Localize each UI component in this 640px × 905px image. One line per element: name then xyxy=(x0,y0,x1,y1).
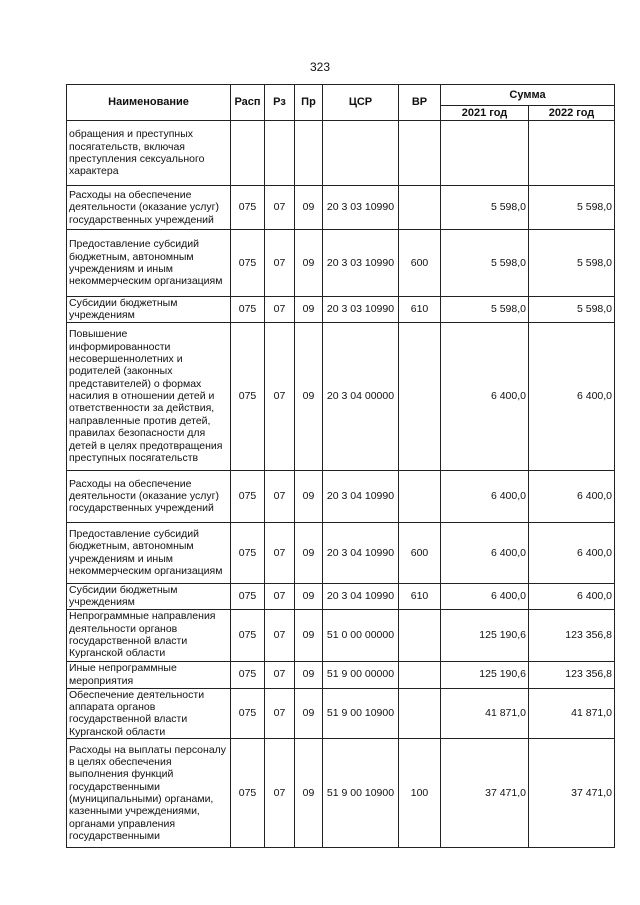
csr-cell: 51 9 00 10900 xyxy=(323,688,399,739)
table-row xyxy=(67,739,615,848)
rz-cell: 07 xyxy=(265,522,295,583)
header-vr: ВР xyxy=(399,85,441,121)
pr-cell: 09 xyxy=(295,230,323,297)
rasp-cell: 075 xyxy=(231,322,265,470)
pr-cell: 09 xyxy=(295,470,323,522)
amount-2022-cell: 123 356,8 xyxy=(529,609,615,661)
csr-cell: 51 9 00 10900 xyxy=(323,739,399,848)
table-row xyxy=(67,609,615,661)
amount-2022-cell: 37 471,0 xyxy=(529,739,615,848)
vr-cell xyxy=(399,322,441,470)
rz-cell: 07 xyxy=(265,688,295,739)
header-rz: Рз xyxy=(265,85,295,121)
vr-cell: 600 xyxy=(399,522,441,583)
pr-cell: 09 xyxy=(295,609,323,661)
row-name-cell: Расходы на обеспечение деятельности (оказание услуг) государственных учреждений xyxy=(67,186,231,230)
amount-2022-cell: 41 871,0 xyxy=(529,688,615,739)
csr-cell: 20 3 04 10990 xyxy=(323,583,399,609)
vr-cell: 610 xyxy=(399,297,441,323)
csr-cell xyxy=(323,121,399,186)
amount-2021-cell: 125 190,6 xyxy=(441,661,529,688)
rz-cell: 07 xyxy=(265,661,295,688)
pr-cell: 09 xyxy=(295,297,323,323)
amount-2021-cell: 5 598,0 xyxy=(441,186,529,230)
csr-cell: 51 9 00 00000 xyxy=(323,661,399,688)
amount-2021-cell: 37 471,0 xyxy=(441,739,529,848)
row-name-cell: Предоставление субсидий бюджетным, автономным учреждениям и иным некоммерческим организациям xyxy=(67,522,231,583)
header-2021: 2021 год xyxy=(441,106,529,121)
vr-cell: 600 xyxy=(399,230,441,297)
csr-cell: 20 3 04 10990 xyxy=(323,470,399,522)
header-2022: 2022 год xyxy=(529,106,615,121)
pr-cell: 09 xyxy=(295,583,323,609)
amount-2022-cell: 6 400,0 xyxy=(529,583,615,609)
rasp-cell: 075 xyxy=(231,739,265,848)
rasp-cell: 075 xyxy=(231,661,265,688)
table-row xyxy=(67,121,615,186)
table-row xyxy=(67,688,615,739)
csr-cell: 51 0 00 00000 xyxy=(323,609,399,661)
vr-cell xyxy=(399,121,441,186)
vr-cell xyxy=(399,470,441,522)
row-name-cell: Расходы на обеспечение деятельности (оказание услуг) государственных учреждений xyxy=(67,470,231,522)
csr-cell: 20 3 03 10990 xyxy=(323,297,399,323)
csr-cell: 20 3 03 10990 xyxy=(323,186,399,230)
rasp-cell: 075 xyxy=(231,522,265,583)
rz-cell: 07 xyxy=(265,739,295,848)
amount-2022-cell: 5 598,0 xyxy=(529,186,615,230)
amount-2022-cell xyxy=(529,121,615,186)
rasp-cell: 075 xyxy=(231,470,265,522)
pr-cell: 09 xyxy=(295,522,323,583)
amount-2022-cell: 123 356,8 xyxy=(529,661,615,688)
table-row xyxy=(67,230,615,297)
pr-cell: 09 xyxy=(295,739,323,848)
vr-cell xyxy=(399,609,441,661)
amount-2021-cell: 6 400,0 xyxy=(441,470,529,522)
amount-2021-cell: 125 190,6 xyxy=(441,609,529,661)
table-row xyxy=(67,322,615,470)
pr-cell: 09 xyxy=(295,661,323,688)
vr-cell xyxy=(399,688,441,739)
amount-2022-cell: 5 598,0 xyxy=(529,297,615,323)
table-row xyxy=(67,470,615,522)
pr-cell: 09 xyxy=(295,186,323,230)
amount-2022-cell: 6 400,0 xyxy=(529,522,615,583)
rasp-cell: 075 xyxy=(231,609,265,661)
pr-cell: 09 xyxy=(295,322,323,470)
table-row xyxy=(67,297,615,323)
amount-2022-cell: 5 598,0 xyxy=(529,230,615,297)
header-rasp: Расп xyxy=(231,85,265,121)
rz-cell: 07 xyxy=(265,297,295,323)
table-row xyxy=(67,583,615,609)
vr-cell: 610 xyxy=(399,583,441,609)
row-name-cell: Обеспечение деятельности аппарата органов государственной власти Курганской области xyxy=(67,688,231,739)
rasp-cell: 075 xyxy=(231,583,265,609)
rz-cell: 07 xyxy=(265,609,295,661)
pr-cell xyxy=(295,121,323,186)
amount-2022-cell: 6 400,0 xyxy=(529,470,615,522)
rz-cell: 07 xyxy=(265,583,295,609)
amount-2021-cell: 5 598,0 xyxy=(441,230,529,297)
vr-cell xyxy=(399,661,441,688)
header-csr: ЦСР xyxy=(323,85,399,121)
row-name-cell: Предоставление субсидий бюджетным, автономным учреждениям и иным некоммерческим организациям xyxy=(67,230,231,297)
row-name-cell: Повышение информированности несовершеннолетних и родителей (законных представителей) о формах насилия в отношении детей и ответственности за действия, направленные против детей, правилах безопасности для детей в целях предотвращения преступных посягательств xyxy=(67,322,231,470)
rz-cell: 07 xyxy=(265,470,295,522)
page-number: 323 xyxy=(309,60,331,74)
row-name-cell: Расходы на выплаты персоналу в целях обеспечения выполнения функций государственными (муниципальными) органами, казенными учреждениями, органами управления государственными xyxy=(67,739,231,848)
rasp-cell: 075 xyxy=(231,186,265,230)
csr-cell: 20 3 04 00000 xyxy=(323,322,399,470)
rasp-cell: 075 xyxy=(231,297,265,323)
table-row xyxy=(67,186,615,230)
header-sum: Сумма xyxy=(441,85,615,106)
rz-cell: 07 xyxy=(265,186,295,230)
table-row xyxy=(67,522,615,583)
csr-cell: 20 3 04 10990 xyxy=(323,522,399,583)
row-name-cell: Непрограммные направления деятельности органов государственной власти Курганской области xyxy=(67,609,231,661)
amount-2021-cell: 6 400,0 xyxy=(441,522,529,583)
header-pr: Пр xyxy=(295,85,323,121)
row-name-cell: обращения и преступных посягательств, включая преступления сексуального характера xyxy=(67,121,231,186)
amount-2022-cell: 6 400,0 xyxy=(529,322,615,470)
rasp-cell: 075 xyxy=(231,230,265,297)
rz-cell: 07 xyxy=(265,322,295,470)
amount-2021-cell: 6 400,0 xyxy=(441,583,529,609)
vr-cell xyxy=(399,186,441,230)
budget-table xyxy=(66,84,615,848)
amount-2021-cell: 41 871,0 xyxy=(441,688,529,739)
header-row xyxy=(67,85,615,106)
pr-cell: 09 xyxy=(295,688,323,739)
amount-2021-cell: 5 598,0 xyxy=(441,297,529,323)
amount-2021-cell xyxy=(441,121,529,186)
row-name-cell: Субсидии бюджетным учреждениям xyxy=(67,297,231,323)
rasp-cell: 075 xyxy=(231,688,265,739)
row-name-cell: Иные непрограммные мероприятия xyxy=(67,661,231,688)
rz-cell xyxy=(265,121,295,186)
csr-cell: 20 3 03 10990 xyxy=(323,230,399,297)
vr-cell: 100 xyxy=(399,739,441,848)
rasp-cell xyxy=(231,121,265,186)
table-row xyxy=(67,661,615,688)
row-name-cell: Субсидии бюджетным учреждениям xyxy=(67,583,231,609)
rz-cell: 07 xyxy=(265,230,295,297)
header-name: Наименование xyxy=(67,85,231,121)
amount-2021-cell: 6 400,0 xyxy=(441,322,529,470)
